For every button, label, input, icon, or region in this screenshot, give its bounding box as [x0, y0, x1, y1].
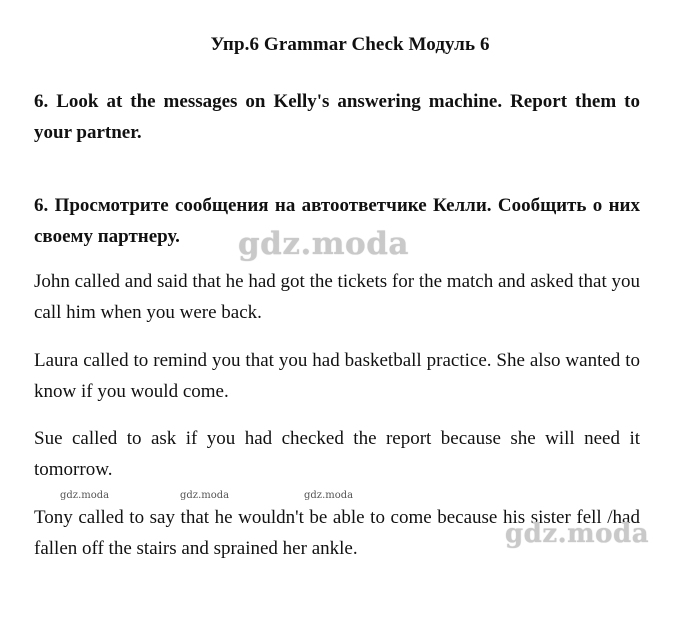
task-instruction-russian: 6. Просмотрите сообщения на автоответчике Келли. Сообщить о них своему партнеру.	[34, 195, 640, 247]
message-laura: Laura called to remind you that you had basketball practice. She also wanted to know if you would come.	[34, 350, 640, 402]
page-title: Упр.6 Grammar Check Модуль 6	[210, 34, 490, 55]
task-instruction-english: 6. Look at the messages on Kelly's answering machine. Report them to your partner.	[34, 91, 640, 143]
watermark-small: gdz.moda	[60, 490, 110, 501]
message-tony: Tony called to say that he wouldn't be able to come because his sister fell /had fallen off the stairs and sprained her ankle.	[34, 507, 640, 559]
message-john: John called and said that he had got the tickets for the match and asked that you call him when you were back.	[34, 271, 640, 323]
watermark-small: gdz.moda	[180, 490, 230, 501]
watermark-large: gdz.moda	[505, 519, 650, 549]
watermark-large: gdz.moda	[238, 226, 409, 262]
message-sue: Sue called to ask if you had checked the report because she will need it tomorrow.	[34, 428, 640, 480]
watermark-small: gdz.moda	[304, 490, 354, 501]
